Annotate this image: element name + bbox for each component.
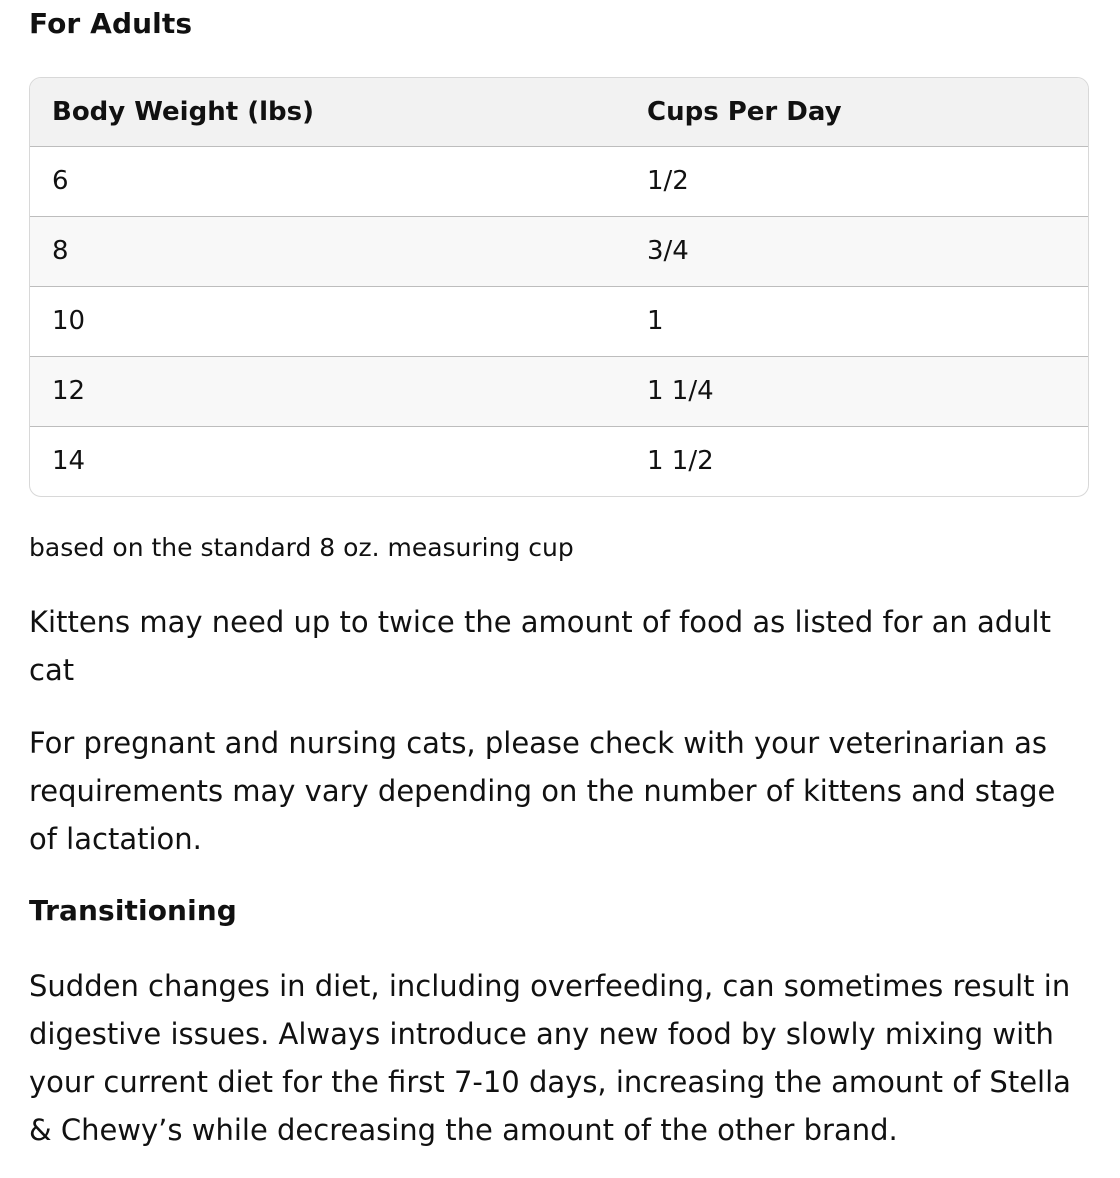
table-row — [30, 286, 1088, 356]
body-weight-cell: 6 — [30, 146, 625, 216]
pregnant-nursing-paragraph: For pregnant and nursing cats, please check with your veterinarian as requirements may vary depending on the number of kittens and stage of lactation. — [29, 726, 1056, 856]
body-weight-cell: 14 — [52, 446, 86, 477]
body-weight-cell: 8 — [30, 216, 625, 286]
column-header-cups-per-day: Cups Per Day — [625, 78, 1088, 146]
feeding-table — [30, 78, 1088, 496]
cups-per-day-cell: 1 — [625, 286, 1088, 356]
table-row — [30, 146, 1088, 216]
column-header-body-weight: Body Weight (lbs) — [30, 78, 625, 146]
for-adults-heading: For Adults — [29, 7, 193, 40]
cups-per-day-cell: 1 1/4 — [625, 356, 1088, 426]
table-header-row — [30, 78, 1088, 146]
transitioning-paragraph: Sudden changes in diet, including overfeeding, can sometimes result in digestive issues. Always introduce any new food by slowly mixing with your current diet for the first 7-10 days, increasing the amount of Stella & Chewy’s while decreasing the amount of the other brand. — [29, 969, 1071, 1147]
table-row — [30, 426, 1088, 496]
kittens-paragraph: Kittens may need up to twice the amount of food as listed for an adult cat — [29, 605, 1051, 687]
measuring-cup-note: based on the standard 8 oz. measuring cup — [29, 533, 574, 562]
cups-per-day-cell: 1/2 — [625, 146, 1088, 216]
table-row — [30, 356, 1088, 426]
cups-per-day-cell: 3/4 — [625, 216, 1088, 286]
feeding-table-container — [29, 77, 1089, 497]
cups-per-day-cell: 1 1/2 — [647, 446, 714, 477]
transitioning-heading: Transitioning — [29, 894, 237, 927]
body-weight-cell: 10 — [30, 286, 625, 356]
body-weight-cell: 12 — [30, 356, 625, 426]
table-row — [30, 216, 1088, 286]
